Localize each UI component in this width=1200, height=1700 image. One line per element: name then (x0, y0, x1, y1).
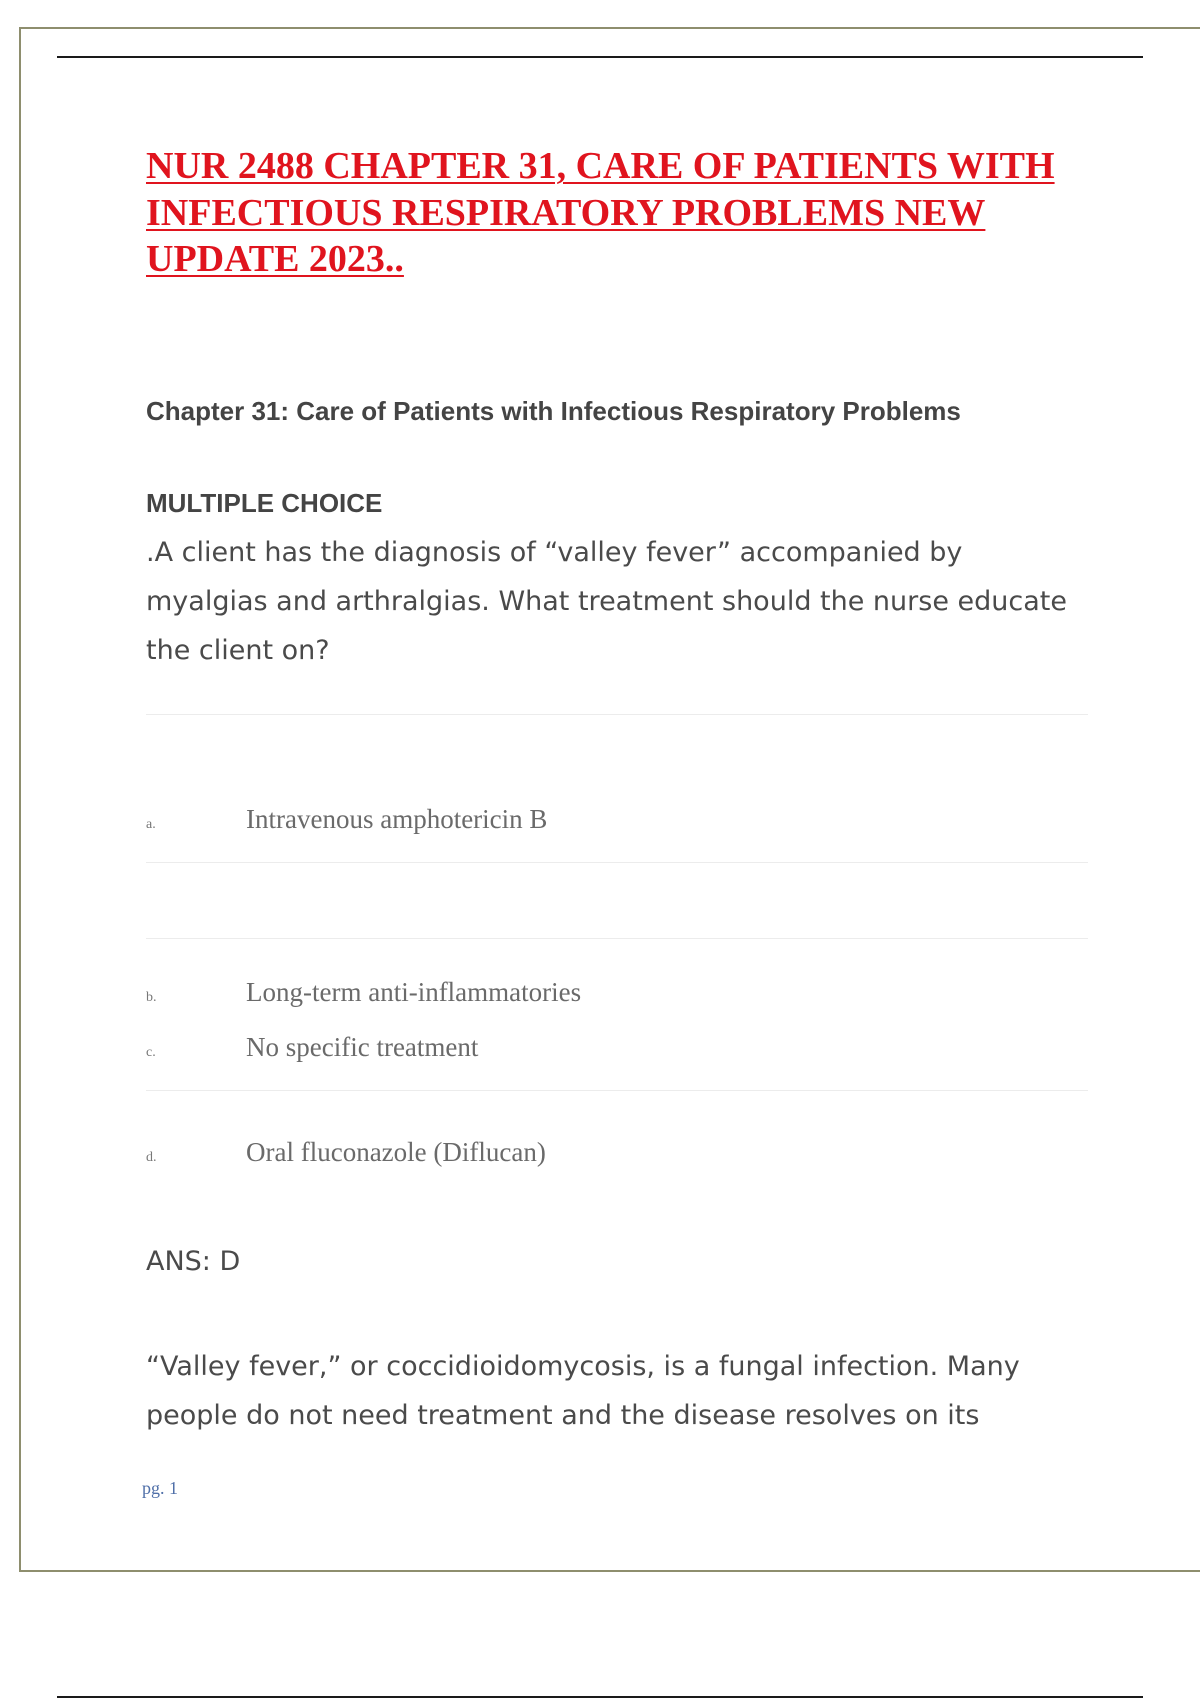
rationale-text: “Valley fever,” or coccidioidomycosis, is a fungal infection. Many people do not need treatment and the disease resolves on its (146, 1351, 1020, 1431)
option-c-text: No specific treatment (246, 1032, 479, 1062)
bottom-rule (57, 1696, 1143, 1698)
option-a-letter: a. (146, 817, 156, 832)
page-number: pg. 1 (142, 1478, 178, 1498)
divider (146, 938, 1088, 939)
divider (146, 1090, 1088, 1091)
option-c-letter: c. (146, 1045, 156, 1060)
option-d-letter: d. (146, 1150, 157, 1165)
option-a-text: Intravenous amphotericin B (246, 804, 548, 834)
question-text: .A client has the diagnosis of “valley fever” accompanied by myalgias and arthralgias. What treatment should the nurse educate the client on? (146, 537, 1067, 666)
option-d-text: Oral fluconazole (Diflucan) (246, 1137, 546, 1167)
divider (146, 714, 1088, 715)
chapter-heading: Chapter 31: Care of Patients with Infectious Respiratory Problems (146, 396, 961, 426)
document-title: NUR 2488 CHAPTER 31, CARE OF PATIENTS WITH INFECTIOUS RESPIRATORY PROBLEMS NEW UPDATE 2023.. (146, 145, 1055, 280)
answer-key: ANS: D (146, 1246, 241, 1277)
section-heading: MULTIPLE CHOICE (146, 488, 383, 518)
option-b-text: Long-term anti-inflammatories (246, 977, 582, 1007)
option-b-letter: b. (146, 990, 157, 1005)
divider (146, 862, 1088, 863)
